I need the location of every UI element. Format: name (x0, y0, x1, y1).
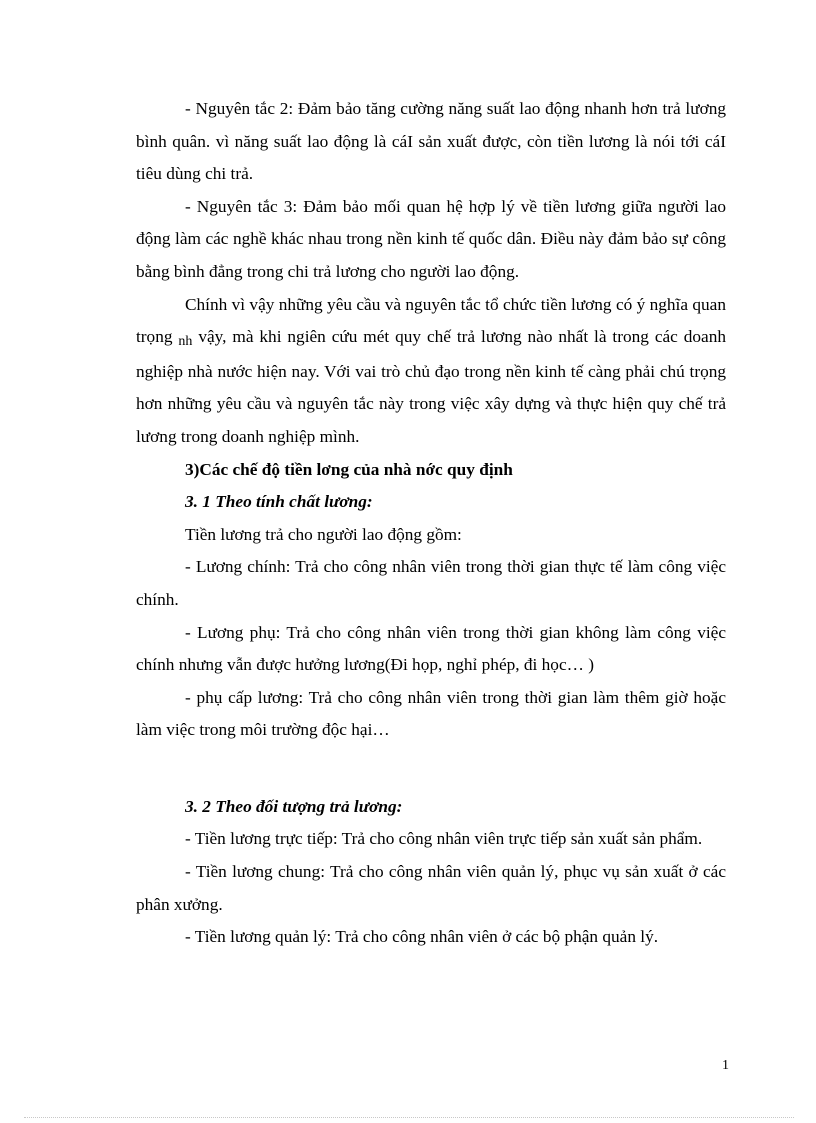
paragraph-allowance: - phụ cấp lương: Trả cho công nhân viên trong thời gian làm thêm giờ hoặc làm việc trong môi trường độc hại… (136, 687, 726, 740)
paragraph-principle-3: - Nguyên tắc 3: Đảm bảo mối quan hệ hợp lý về tiền lương giữa người lao động làm các nghề khác nhau trong nền kinh tế quốc dân. Điều này đảm bảo sự công bằng bình đẳng trong chi trả lương cho người lao động. (136, 196, 726, 281)
paragraph-principle-2: - Nguyên tắc 2: Đảm bảo tăng cường năng suất lao động nhanh hơn trả lương bình quân. vì năng suất lao động là cáI sản xuất được, còn tiền lương là nói tới cáI tiêu dùng chi trả. (136, 99, 726, 184)
subheading-3-2: 3. 2 Theo đối tượng trả lương: (185, 796, 403, 816)
paragraph-conclusion-part-1: Chính vì vậy những yêu cầu và nguyên tắc tổ chức tiền lương có ý nghĩa quan trọng (136, 294, 726, 347)
paragraph-conclusion (136, 289, 726, 454)
paragraph-main-salary: - Lương chính: Trả cho công nhân viên trong thời gian thực tế làm công việc chính. (136, 557, 726, 609)
document-body (136, 93, 726, 954)
subheading-3-1: 3. 1 Theo tính chất lương: (185, 492, 373, 512)
paragraph-common-salary: - Tiền lương chung: Trả cho công nhân viên quản lý, phục vụ sản xuất ở các phân xưởng. (136, 862, 726, 914)
paragraph-conclusion-part-2: vậy, mà khi ngiên cứu mét quy chế trả lương nào nhất là trong các doanh nghiệp nhà nước hiện nay. Với vai trò chủ đạo trong nền kinh tế càng phải chú trọng hơn những yêu cầu và nguyên tắc này trong việc xây dựng và thực hiện quy chế trả lương trong doanh nghiệp mình. (136, 327, 726, 446)
paragraph-salary-intro: Tiền lương trả cho người lao động gồm: (185, 524, 462, 544)
paragraph-conclusion-small-text: nh (178, 334, 193, 350)
paragraph-extra-salary: - Lương phụ: Trả cho công nhân viên trong thời gian không làm công việc chính nhưng vẫn được hưởng lương(Đi họp, nghỉ phép, đi học… ) (136, 622, 726, 675)
section-heading-3: 3)Các chế độ tiền lơng của nhà nớc quy định (185, 459, 513, 479)
paragraph-direct-salary: - Tiền lương trực tiếp: Trả cho công nhân viên trực tiếp sản xuất sản phẩm. (185, 829, 703, 849)
paragraph-gap (136, 747, 726, 791)
page-number: 1 (722, 1058, 729, 1073)
page-bottom-divider (24, 1117, 794, 1118)
paragraph-management-salary: - Tiền lương quản lý: Trả cho công nhân viên ở các bộ phận quản lý. (185, 927, 659, 947)
